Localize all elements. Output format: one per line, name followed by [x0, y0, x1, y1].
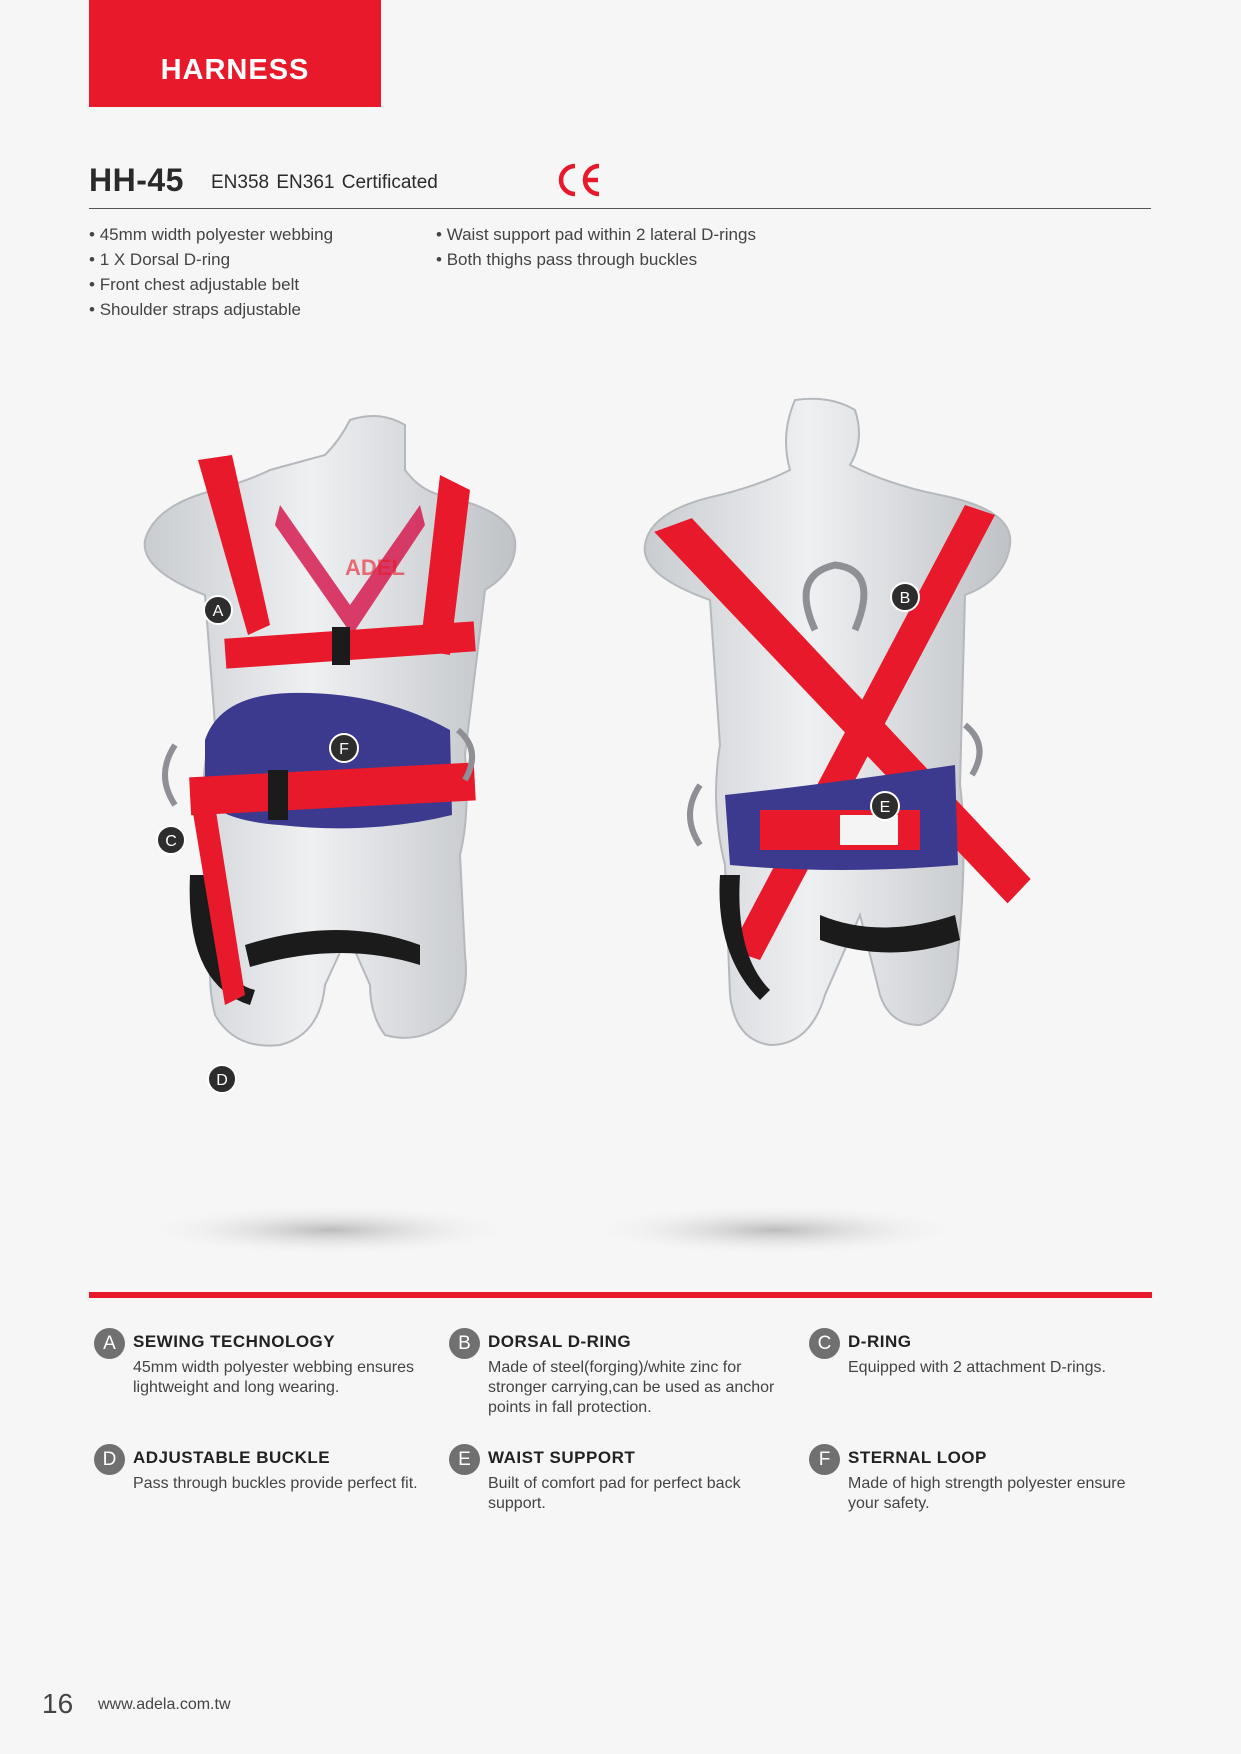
- feature-item: • Front chest adjustable belt: [89, 272, 333, 297]
- website-link[interactable]: www.adela.com.tw: [98, 1696, 231, 1713]
- detail-description: 45mm width polyester webbing ensures lightweight and long wearing.: [133, 1359, 415, 1396]
- marker-e: [871, 792, 899, 820]
- back-mannequin: [645, 399, 1011, 1045]
- marker-d: [208, 1065, 236, 1093]
- feature-item: • 1 X Dorsal D-ring: [89, 247, 333, 272]
- model-number: HH-45: [89, 162, 184, 198]
- ce-mark-icon: [555, 160, 603, 200]
- feature-list-left: [89, 222, 333, 322]
- svg-text:E: E: [879, 799, 891, 816]
- feature-item: • 45mm width polyester webbing: [89, 222, 333, 247]
- detail-description: Made of steel(forging)/white zinc for stronger carrying,can be used as anchor points in fall protection.: [488, 1359, 775, 1416]
- feature-item: • Shoulder straps adjustable: [89, 297, 333, 322]
- marker-a: [204, 596, 232, 624]
- front-view: [140, 416, 520, 1255]
- detail-badge: D: [94, 1444, 125, 1475]
- marker-b: [891, 583, 919, 611]
- mannequin-logo: ADEL: [345, 555, 405, 580]
- detail-badge: F: [809, 1444, 840, 1475]
- marker-c: [157, 826, 185, 854]
- svg-text:F: F: [339, 741, 349, 758]
- detail-badge: C: [809, 1328, 840, 1359]
- detail-title: WAIST SUPPORT: [488, 1448, 636, 1467]
- detail-description: Pass through buckles provide perfect fit.: [133, 1475, 418, 1492]
- svg-text:A: A: [212, 603, 224, 620]
- page-number: 16: [42, 1688, 74, 1719]
- detail-title: ADJUSTABLE BUCKLE: [133, 1448, 331, 1467]
- certifications: EN358 EN361 Certificated: [211, 172, 438, 193]
- category-tab: [89, 0, 381, 107]
- feature-item: • Waist support pad within 2 lateral D-rings: [436, 222, 756, 247]
- detail-description: Equipped with 2 attachment D-rings.: [848, 1359, 1106, 1376]
- detail-description: Made of high strength polyester ensure your safety.: [848, 1475, 1126, 1512]
- detail-badge: E: [449, 1444, 480, 1475]
- detail-title: SEWING TECHNOLOGY: [133, 1332, 336, 1351]
- detail-title: STERNAL LOOP: [848, 1448, 987, 1467]
- section-divider: [89, 1292, 1152, 1298]
- marker-f: [330, 734, 358, 762]
- detail-badge: B: [449, 1328, 480, 1359]
- svg-text:D: D: [216, 1072, 228, 1089]
- feature-list-right: [436, 222, 756, 272]
- svg-text:B: B: [899, 590, 911, 607]
- detail-title: DORSAL D-RING: [488, 1332, 632, 1351]
- detail-title: D-RING: [848, 1332, 912, 1351]
- detail-description: Built of comfort pad for perfect back support.: [488, 1475, 741, 1512]
- feature-item: • Both thighs pass through buckles: [436, 247, 756, 272]
- harness-product-photo: [120, 395, 1040, 1255]
- svg-text:C: C: [165, 833, 177, 850]
- category-title: HARNESS: [160, 54, 310, 86]
- product-header: [89, 160, 1151, 209]
- detail-badge: A: [94, 1328, 125, 1359]
- back-view: [585, 399, 1036, 1255]
